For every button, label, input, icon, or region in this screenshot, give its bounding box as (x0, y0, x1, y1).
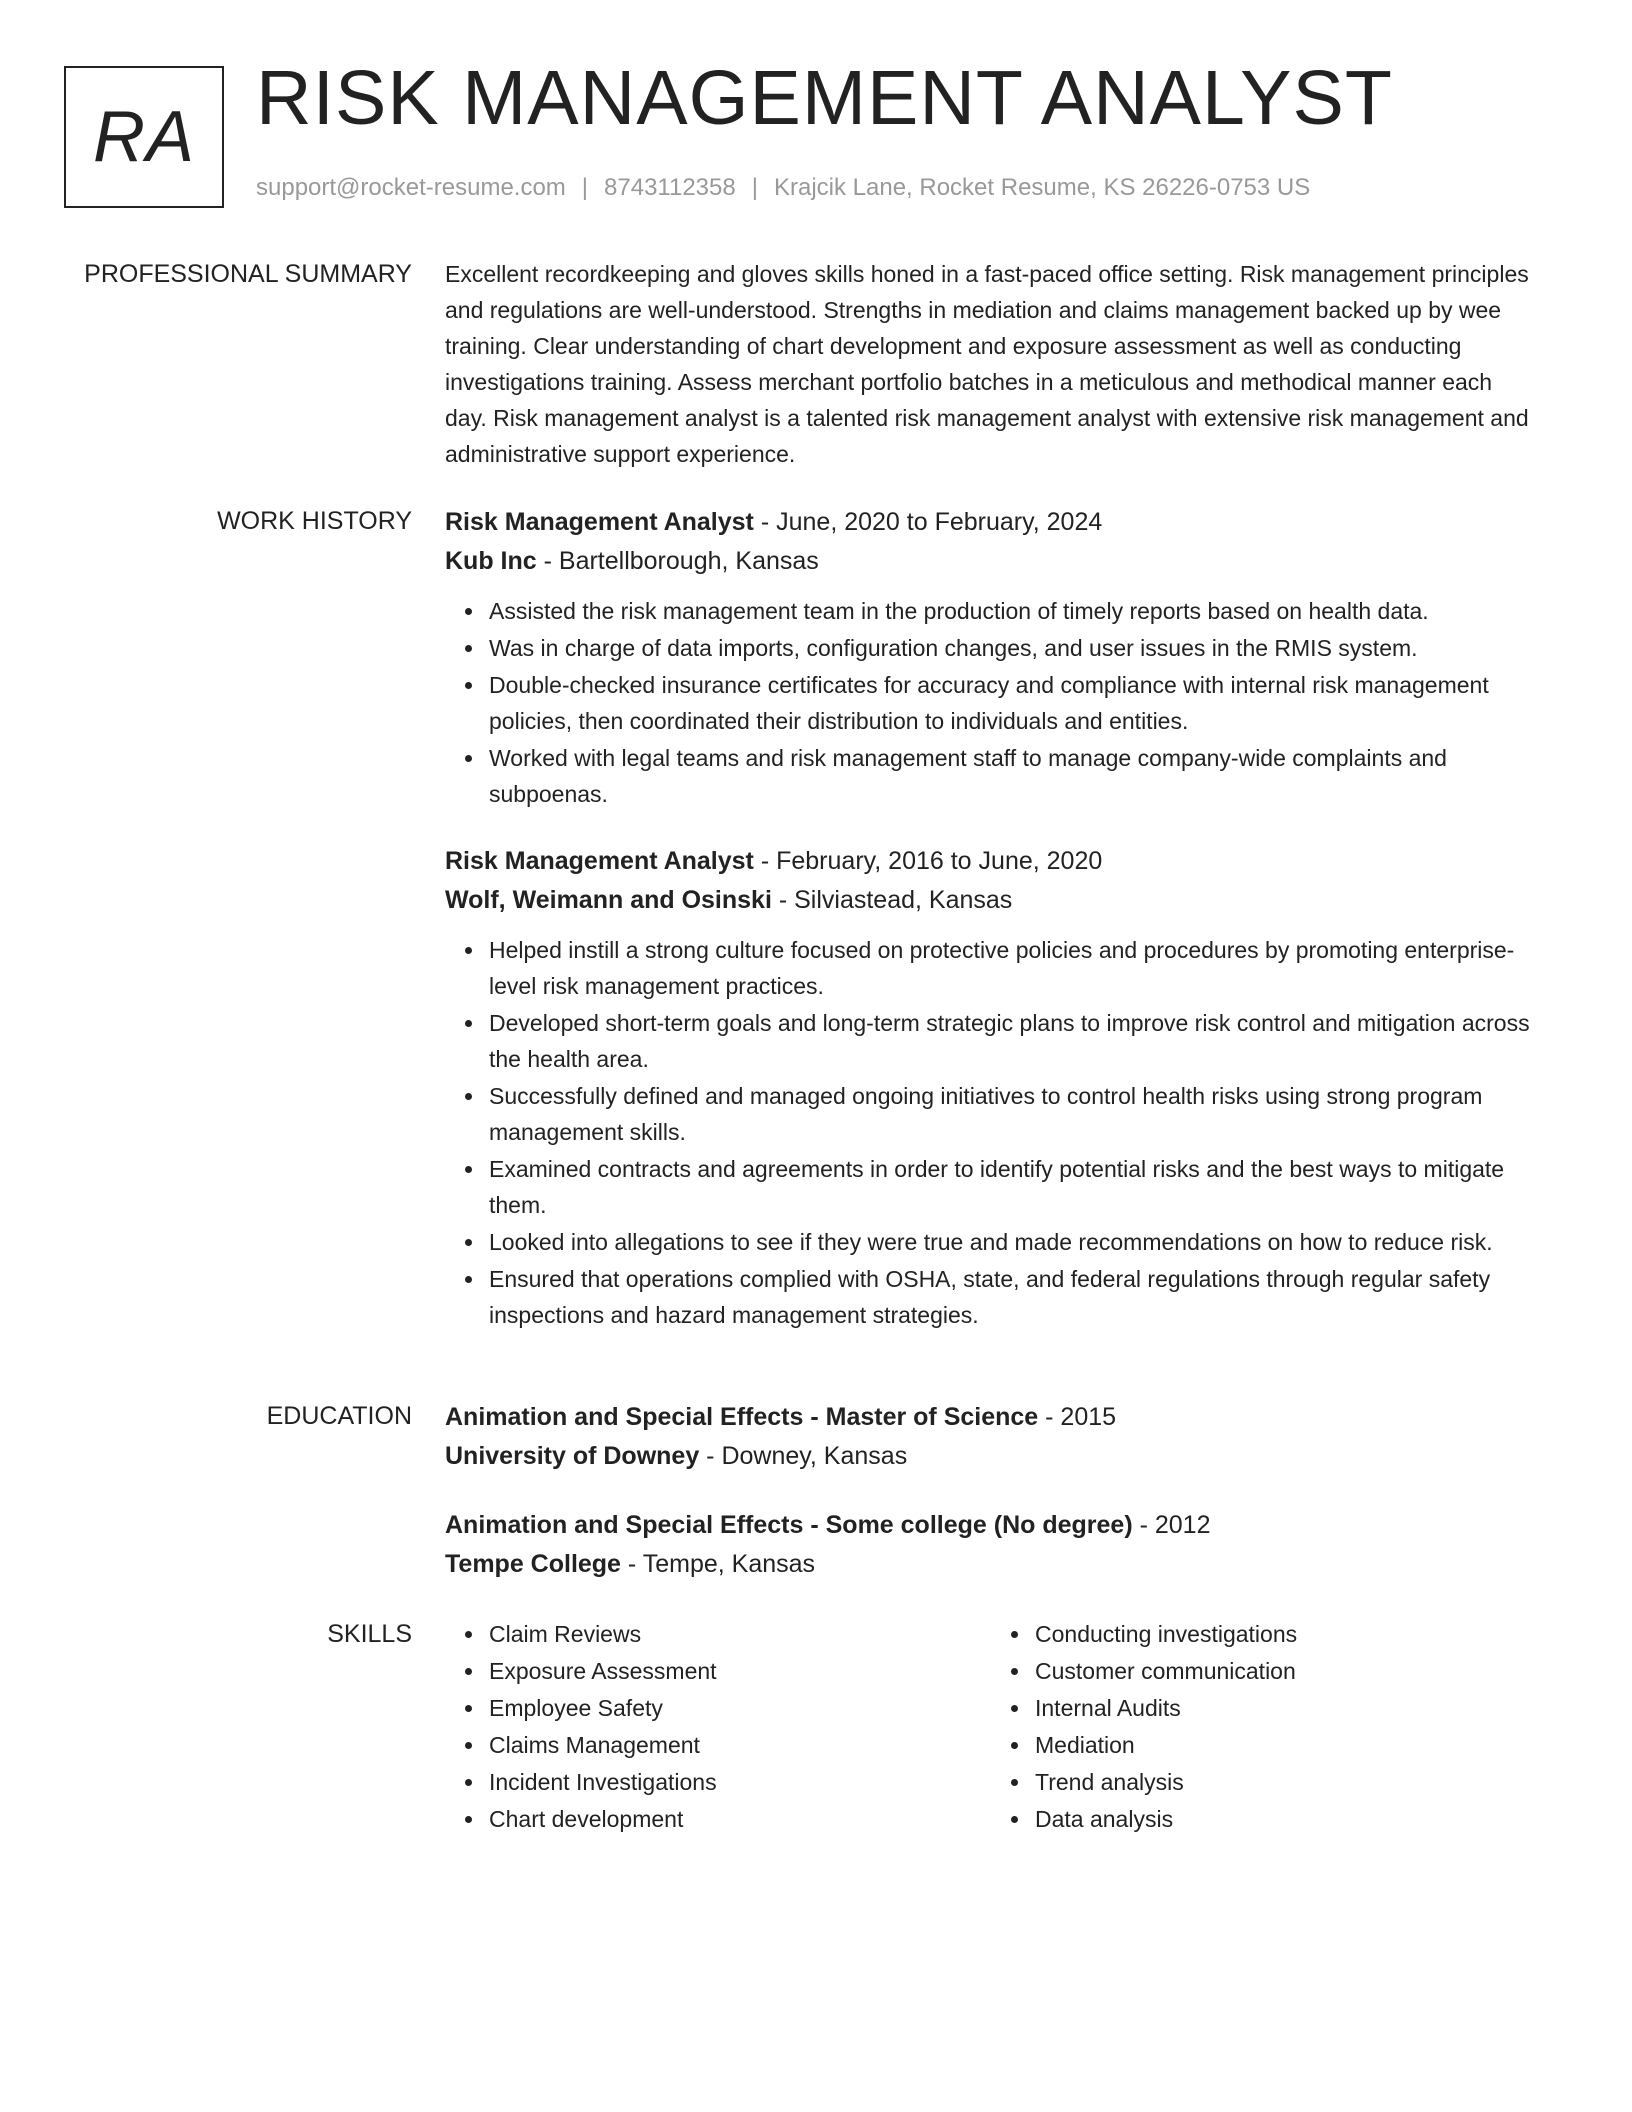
skill-item: Exposure Assessment (489, 1653, 717, 1689)
list-item: Ensured that operations complied with OSHA, state, and federal regulations through regular safety inspections and hazard management strategies. (489, 1261, 1540, 1333)
skills-heading: SKILLS (327, 1620, 412, 1648)
list-item: Double-checked insurance certificates for accuracy and compliance with internal risk management policies, then coordinated their distribution to individuals and entities. (489, 667, 1540, 739)
skill-item: Trend analysis (1035, 1764, 1297, 1800)
education-heading: EDUCATION (266, 1402, 412, 1430)
list-item: Examined contracts and agreements in order to identify potential risks and the best ways to mitigate them. (489, 1151, 1540, 1223)
page-title: RISK MANAGEMENT ANALYST (256, 55, 1393, 141)
school-name: Tempe College (445, 1550, 621, 1578)
degree-name: Animation and Special Effects - Some college (No degree) (445, 1511, 1133, 1539)
contact-address: Krajcik Lane, Rocket Resume, KS 26226-0753 US (773, 174, 1311, 201)
job-entry (445, 503, 1540, 812)
skill-item: Chart development (489, 1801, 717, 1837)
job-dates: - June, 2020 to February, 2024 (753, 508, 1103, 536)
school-location: - Tempe, Kansas (620, 1550, 816, 1578)
degree-name: Animation and Special Effects - Master of Science (445, 1403, 1039, 1431)
school-line (445, 1545, 1540, 1584)
school-line (445, 1437, 1540, 1476)
job-entry (445, 842, 1540, 1333)
education-body (445, 1398, 1540, 1584)
contact-line (256, 174, 1310, 202)
work-history-body (445, 503, 1540, 1363)
job-dates: - February, 2016 to June, 2020 (753, 847, 1103, 875)
skill-item: Data analysis (1035, 1801, 1297, 1837)
skill-item: Mediation (1035, 1727, 1297, 1763)
list-item: Worked with legal teams and risk management staff to manage company-wide complaints and subpoenas. (489, 740, 1540, 812)
skill-item: Internal Audits (1035, 1690, 1297, 1726)
list-item: Was in charge of data imports, configuration changes, and user issues in the RMIS system. (489, 630, 1540, 666)
skill-item: Conducting investigations (1035, 1616, 1297, 1652)
skills-list (445, 1616, 717, 1837)
skill-item: Claims Management (489, 1727, 717, 1763)
education-entry (445, 1398, 1540, 1476)
job-company: Wolf, Weimann and Osinski (445, 886, 772, 914)
job-company: Kub Inc (445, 547, 537, 575)
school-name: University of Downey (445, 1442, 700, 1470)
skills-column-right (991, 1616, 1297, 1838)
contact-separator: | (581, 174, 589, 201)
degree-year: - 2015 (1038, 1403, 1117, 1431)
job-location: - Bartellborough, Kansas (536, 547, 819, 575)
degree-line (445, 1506, 1540, 1545)
job-title: Risk Management Analyst (445, 847, 754, 875)
job-location: - Silviastead, Kansas (771, 886, 1013, 914)
job-bullets (445, 932, 1540, 1333)
monogram-logo: RA (64, 66, 224, 208)
contact-separator: | (751, 174, 758, 201)
education-entry (445, 1506, 1540, 1584)
list-item: Helped instill a strong culture focused on protective policies and procedures by promoting enterprise-level risk management practices. (489, 932, 1540, 1004)
skills-body (445, 1616, 1540, 1846)
degree-line (445, 1398, 1540, 1437)
job-title: Risk Management Analyst (445, 508, 754, 536)
job-title-line (445, 503, 1540, 542)
school-location: - Downey, Kansas (699, 1442, 908, 1470)
skill-item: Customer communication (1035, 1653, 1297, 1689)
skill-item: Claim Reviews (489, 1616, 717, 1652)
list-item: Assisted the risk management team in the production of timely reports based on health data. (489, 593, 1540, 629)
list-item: Developed short-term goals and long-term strategic plans to improve risk control and mitigation across the health area. (489, 1005, 1540, 1077)
work-history-heading: WORK HISTORY (217, 507, 412, 535)
skills-column-left (445, 1616, 717, 1838)
job-company-line (445, 881, 1540, 920)
list-item: Successfully defined and managed ongoing initiatives to control health risks using strong program management skills. (489, 1078, 1540, 1150)
list-item: Looked into allegations to see if they were true and made recommendations on how to reduce risk. (489, 1224, 1540, 1260)
job-title-line (445, 842, 1540, 881)
contact-phone[interactable]: 8743112358 (604, 174, 736, 201)
skill-item: Employee Safety (489, 1690, 717, 1726)
job-bullets (445, 593, 1540, 812)
contact-email[interactable]: support@rocket-resume.com (256, 174, 566, 201)
degree-year: - 2012 (1132, 1511, 1211, 1539)
job-company-line (445, 542, 1540, 581)
skill-item: Incident Investigations (489, 1764, 717, 1800)
skills-list (991, 1616, 1297, 1837)
summary-text: Excellent recordkeeping and gloves skills honed in a fast-paced office setting. Risk management principles and regulations are well-understood. Strengths in mediation and claims management backed up by wee training. Clear understanding of chart development and exposure assessment as well as conducting investigations training. Assess merchant portfolio batches in a meticulous and methodical manner each day. Risk management analyst is a talented risk management analyst with extensive risk management and administrative support experience. (445, 261, 1529, 467)
summary-heading: PROFESSIONAL SUMMARY (84, 260, 412, 288)
